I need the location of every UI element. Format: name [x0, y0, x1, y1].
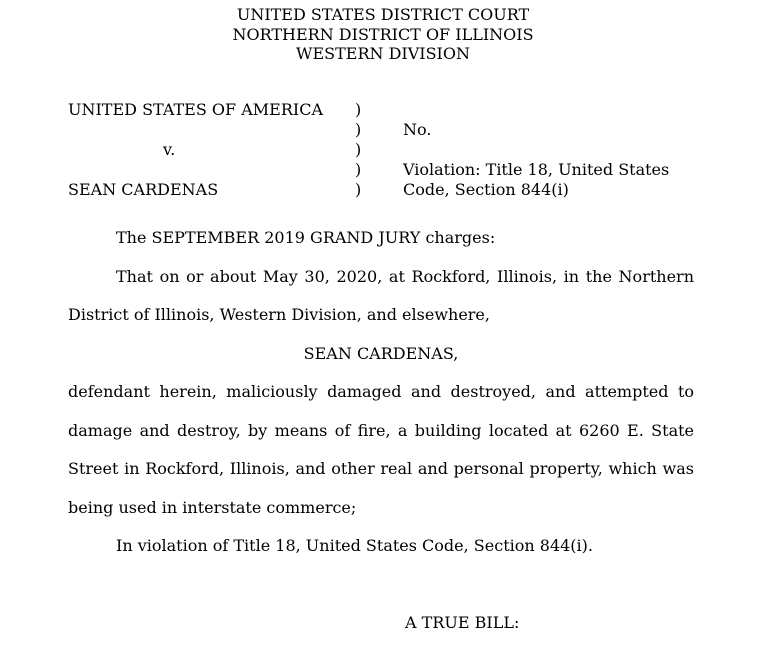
court-header [0, 5, 766, 64]
versus-label: v. [163, 140, 176, 159]
violation-line-2: Code, Section 844(i) [403, 180, 569, 199]
caption-paren: ) [355, 100, 362, 119]
defendant-name: SEAN CARDENAS [68, 180, 219, 199]
caption-paren: ) [355, 140, 362, 159]
caption-spacer [68, 160, 355, 180]
district-name: NORTHERN DISTRICT OF ILLINOIS [232, 24, 534, 44]
caption-paren: ) [355, 180, 362, 199]
defendant-name-line: SEAN CARDENAS, [303, 343, 459, 363]
charging-line: The SEPTEMBER 2019 GRAND JURY charges: [116, 228, 496, 247]
case-number-label: No. [403, 120, 432, 139]
court-name: UNITED STATES DISTRICT COURT [236, 5, 530, 24]
violation-line-1: Violation: Title 18, United States [403, 160, 670, 179]
offense-paragraph: defendant herein, maliciously damaged and destroyed, and attempted to damage and destroy, by means of fire, a building located at 6260 E. State Street in Rockford, Illinois, and other real and personal property, which was being used in interstate commerce; [68, 382, 694, 517]
indictment-body [68, 219, 694, 566]
case-caption [68, 100, 694, 200]
violation-sentence: In violation of Title 18, United States Code, Section 844(i). [116, 536, 593, 555]
caption-parties-column [68, 100, 355, 200]
plaintiff-name: UNITED STATES OF AMERICA [68, 100, 323, 119]
caption-parens-column [355, 100, 403, 200]
caption-spacer [68, 120, 355, 140]
true-bill-label: A TRUE BILL: [405, 613, 520, 632]
caption-paren: ) [355, 120, 362, 139]
caption-paren: ) [355, 160, 362, 179]
allegation-paragraph: That on or about May 30, 2020, at Rockford, Illinois, in the Northern District of Illinois, Western Division, and elsewhere, [68, 266, 694, 324]
caption-spacer [403, 140, 694, 160]
caption-spacer [403, 100, 694, 120]
division-name: WESTERN DIVISION [296, 44, 470, 63]
caption-case-info-column [403, 100, 694, 200]
